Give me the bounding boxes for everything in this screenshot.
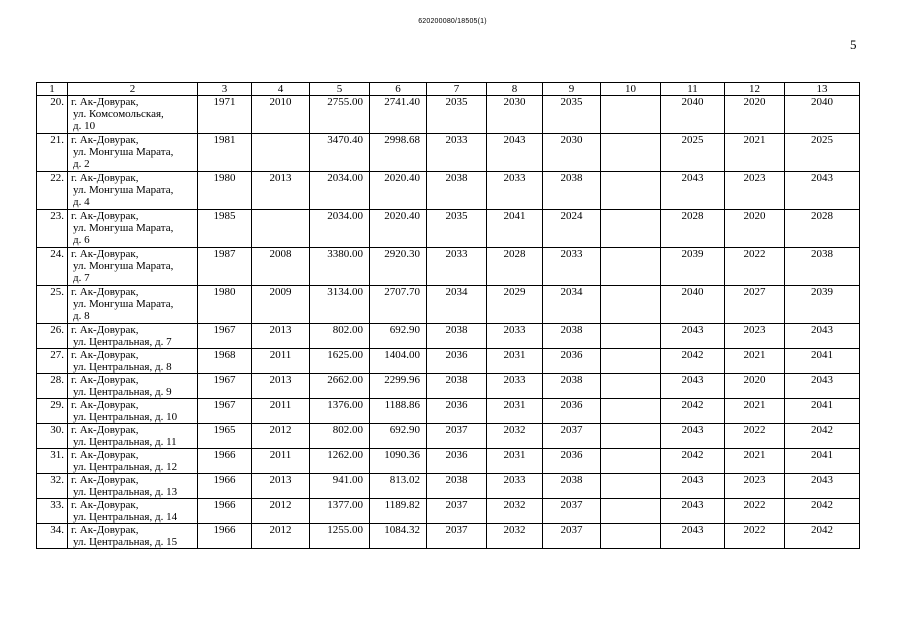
address-cell (68, 474, 198, 499)
address-line: г. Ак-Довурак, (71, 248, 139, 260)
address-line: ул. Центральная, д. 10 (73, 411, 178, 423)
address-cell (68, 524, 198, 549)
value-cell-c12: 2021 (725, 134, 785, 172)
table-row (37, 324, 860, 349)
value-cell-c7: 2037 (427, 424, 487, 449)
value-cell-c8: 2029 (487, 286, 543, 324)
value-cell-c9: 2024 (543, 210, 601, 248)
column-number-header: 4 (252, 83, 310, 96)
value-cell-c6: 2299.96 (370, 374, 427, 399)
address-line: ул. Центральная, д. 11 (73, 436, 177, 448)
value-cell-c3: 1965 (198, 424, 252, 449)
address-line: г. Ак-Довурак, (71, 324, 139, 336)
value-cell-c11: 2043 (661, 524, 725, 549)
table-row (37, 374, 860, 399)
value-cell-c6: 2707.70 (370, 286, 427, 324)
table-body (37, 96, 860, 549)
value-cell-c9: 2037 (543, 424, 601, 449)
row-number: 25. (37, 286, 68, 324)
value-cell-c3: 1966 (198, 499, 252, 524)
address-cell (68, 349, 198, 374)
value-cell-c3: 1966 (198, 474, 252, 499)
value-cell-c8: 2030 (487, 96, 543, 134)
value-cell-c8: 2041 (487, 210, 543, 248)
value-cell-c4: 2011 (252, 399, 310, 424)
address-line: ул. Монгуша Марата, (73, 184, 174, 196)
value-cell-c11: 2043 (661, 324, 725, 349)
table-row (37, 172, 860, 210)
value-cell-c13: 2028 (785, 210, 860, 248)
value-cell-c10 (601, 248, 661, 286)
value-cell-c13: 2043 (785, 474, 860, 499)
value-cell-c10 (601, 172, 661, 210)
value-cell-c7: 2035 (427, 96, 487, 134)
address-cell (68, 286, 198, 324)
column-number-header: 6 (370, 83, 427, 96)
value-cell-c7: 2038 (427, 172, 487, 210)
value-cell-c7: 2037 (427, 499, 487, 524)
value-cell-c8: 2032 (487, 499, 543, 524)
value-cell-c12: 2022 (725, 499, 785, 524)
value-cell-c9: 2030 (543, 134, 601, 172)
value-cell-c7: 2033 (427, 248, 487, 286)
value-cell-c7: 2038 (427, 474, 487, 499)
row-number: 29. (37, 399, 68, 424)
value-cell-c8: 2033 (487, 374, 543, 399)
value-cell-c13: 2039 (785, 286, 860, 324)
address-cell (68, 324, 198, 349)
value-cell-c7: 2038 (427, 374, 487, 399)
value-cell-c8: 2043 (487, 134, 543, 172)
value-cell-c13: 2042 (785, 499, 860, 524)
value-cell-c11: 2043 (661, 424, 725, 449)
value-cell-c7: 2035 (427, 210, 487, 248)
table-row (37, 134, 860, 172)
value-cell-c11: 2025 (661, 134, 725, 172)
value-cell-c10 (601, 474, 661, 499)
column-number-header: 12 (725, 83, 785, 96)
row-number: 27. (37, 349, 68, 374)
value-cell-c3: 1985 (198, 210, 252, 248)
table-row (37, 474, 860, 499)
address-cell (68, 424, 198, 449)
row-number: 32. (37, 474, 68, 499)
address-cell (68, 210, 198, 248)
value-cell-c4: 2013 (252, 324, 310, 349)
value-cell-c5: 2034.00 (310, 172, 370, 210)
value-cell-c11: 2042 (661, 399, 725, 424)
value-cell-c5: 3134.00 (310, 286, 370, 324)
table-row (37, 286, 860, 324)
value-cell-c11: 2042 (661, 449, 725, 474)
value-cell-c6: 2741.40 (370, 96, 427, 134)
row-number: 33. (37, 499, 68, 524)
address-line: г. Ак-Довурак, (71, 374, 139, 386)
value-cell-c13: 2041 (785, 349, 860, 374)
value-cell-c5: 1376.00 (310, 399, 370, 424)
address-line: ул. Монгуша Марата, (73, 260, 174, 272)
address-cell (68, 374, 198, 399)
value-cell-c3: 1968 (198, 349, 252, 374)
value-cell-c9: 2033 (543, 248, 601, 286)
address-cell (68, 399, 198, 424)
value-cell-c5: 802.00 (310, 424, 370, 449)
value-cell-c10 (601, 524, 661, 549)
address-line: г. Ак-Довурак, (71, 399, 139, 411)
value-cell-c12: 2023 (725, 474, 785, 499)
value-cell-c4: 2013 (252, 172, 310, 210)
value-cell-c6: 2920.30 (370, 248, 427, 286)
value-cell-c10 (601, 210, 661, 248)
value-cell-c6: 1084.32 (370, 524, 427, 549)
value-cell-c11: 2039 (661, 248, 725, 286)
address-line: г. Ак-Довурак, (71, 286, 139, 298)
row-number: 24. (37, 248, 68, 286)
value-cell-c8: 2031 (487, 349, 543, 374)
value-cell-c3: 1971 (198, 96, 252, 134)
value-cell-c4: 2013 (252, 474, 310, 499)
address-line: д. 4 (73, 196, 90, 208)
address-line: г. Ак-Довурак, (71, 424, 139, 436)
value-cell-c11: 2043 (661, 474, 725, 499)
value-cell-c10 (601, 96, 661, 134)
column-number-header: 2 (68, 83, 198, 96)
address-line: д. 8 (73, 310, 90, 322)
value-cell-c6: 1189.82 (370, 499, 427, 524)
value-cell-c8: 2031 (487, 449, 543, 474)
value-cell-c4: 2008 (252, 248, 310, 286)
value-cell-c4: 2011 (252, 349, 310, 374)
value-cell-c8: 2032 (487, 524, 543, 549)
value-cell-c12: 2021 (725, 449, 785, 474)
address-line: ул. Центральная, д. 12 (73, 461, 178, 473)
value-cell-c13: 2041 (785, 399, 860, 424)
value-cell-c7: 2033 (427, 134, 487, 172)
value-cell-c10 (601, 286, 661, 324)
value-cell-c9: 2036 (543, 399, 601, 424)
value-cell-c5: 941.00 (310, 474, 370, 499)
row-number: 30. (37, 424, 68, 449)
column-number-header: 1 (37, 83, 68, 96)
address-line: г. Ак-Довурак, (71, 172, 139, 184)
row-number: 28. (37, 374, 68, 399)
address-line: д. 2 (73, 158, 90, 170)
value-cell-c9: 2038 (543, 172, 601, 210)
value-cell-c5: 1262.00 (310, 449, 370, 474)
value-cell-c5: 1255.00 (310, 524, 370, 549)
table-row (37, 524, 860, 549)
address-line: ул. Центральная, д. 14 (73, 511, 178, 523)
row-number: 23. (37, 210, 68, 248)
value-cell-c6: 2020.40 (370, 172, 427, 210)
address-line: ул. Монгуша Марата, (73, 222, 174, 234)
value-cell-c12: 2020 (725, 374, 785, 399)
value-cell-c8: 2028 (487, 248, 543, 286)
value-cell-c4: 2011 (252, 449, 310, 474)
value-cell-c12: 2022 (725, 248, 785, 286)
value-cell-c4: 2009 (252, 286, 310, 324)
value-cell-c9: 2038 (543, 324, 601, 349)
value-cell-c8: 2033 (487, 172, 543, 210)
value-cell-c6: 2020.40 (370, 210, 427, 248)
value-cell-c7: 2034 (427, 286, 487, 324)
value-cell-c7: 2037 (427, 524, 487, 549)
address-line: ул. Монгуша Марата, (73, 146, 174, 158)
value-cell-c9: 2035 (543, 96, 601, 134)
value-cell-c5: 2755.00 (310, 96, 370, 134)
value-cell-c10 (601, 499, 661, 524)
row-number: 21. (37, 134, 68, 172)
value-cell-c9: 2036 (543, 449, 601, 474)
value-cell-c12: 2021 (725, 399, 785, 424)
value-cell-c5: 3380.00 (310, 248, 370, 286)
column-number-row (37, 83, 860, 96)
value-cell-c13: 2042 (785, 524, 860, 549)
value-cell-c12: 2020 (725, 96, 785, 134)
column-number-header: 7 (427, 83, 487, 96)
value-cell-c6: 692.90 (370, 324, 427, 349)
value-cell-c3: 1967 (198, 374, 252, 399)
address-line: ул. Монгуша Марата, (73, 298, 174, 310)
value-cell-c5: 2034.00 (310, 210, 370, 248)
document-code: 620200080/18505(1) (418, 18, 487, 25)
value-cell-c5: 802.00 (310, 324, 370, 349)
value-cell-c11: 2043 (661, 499, 725, 524)
table-row (37, 248, 860, 286)
address-line: ул. Центральная, д. 8 (73, 361, 172, 373)
address-line: г. Ак-Довурак, (71, 96, 139, 108)
value-cell-c12: 2020 (725, 210, 785, 248)
table-row (37, 96, 860, 134)
address-line: д. 10 (73, 120, 96, 132)
address-cell (68, 96, 198, 134)
address-cell (68, 449, 198, 474)
column-number-header: 5 (310, 83, 370, 96)
table-row (37, 424, 860, 449)
value-cell-c13: 2041 (785, 449, 860, 474)
address-line: г. Ак-Довурак, (71, 524, 139, 536)
address-line: г. Ак-Довурак, (71, 499, 139, 511)
value-cell-c12: 2022 (725, 524, 785, 549)
value-cell-c6: 1090.36 (370, 449, 427, 474)
value-cell-c11: 2043 (661, 172, 725, 210)
value-cell-c3: 1967 (198, 399, 252, 424)
value-cell-c13: 2043 (785, 374, 860, 399)
value-cell-c10 (601, 324, 661, 349)
value-cell-c9: 2037 (543, 524, 601, 549)
value-cell-c9: 2036 (543, 349, 601, 374)
value-cell-c12: 2023 (725, 172, 785, 210)
value-cell-c13: 2042 (785, 424, 860, 449)
value-cell-c12: 2021 (725, 349, 785, 374)
value-cell-c11: 2040 (661, 96, 725, 134)
row-number: 34. (37, 524, 68, 549)
value-cell-c4: 2012 (252, 499, 310, 524)
value-cell-c6: 692.90 (370, 424, 427, 449)
table-row (37, 499, 860, 524)
value-cell-c3: 1987 (198, 248, 252, 286)
value-cell-c10 (601, 399, 661, 424)
address-line: ул. Центральная, д. 7 (73, 336, 172, 348)
table-row (37, 210, 860, 248)
table-row (37, 399, 860, 424)
value-cell-c8: 2033 (487, 324, 543, 349)
value-cell-c4: 2013 (252, 374, 310, 399)
value-cell-c8: 2031 (487, 399, 543, 424)
column-number-header: 9 (543, 83, 601, 96)
column-number-header: 13 (785, 83, 860, 96)
value-cell-c9: 2034 (543, 286, 601, 324)
address-line: ул. Центральная, д. 9 (73, 386, 172, 398)
housing-register-table (36, 82, 860, 549)
row-number: 26. (37, 324, 68, 349)
value-cell-c5: 3470.40 (310, 134, 370, 172)
value-cell-c3: 1980 (198, 172, 252, 210)
value-cell-c10 (601, 374, 661, 399)
value-cell-c5: 1625.00 (310, 349, 370, 374)
value-cell-c3: 1966 (198, 524, 252, 549)
value-cell-c9: 2038 (543, 374, 601, 399)
value-cell-c7: 2036 (427, 349, 487, 374)
value-cell-c11: 2043 (661, 374, 725, 399)
value-cell-c8: 2033 (487, 474, 543, 499)
page-number: 5 (850, 37, 857, 52)
column-number-header: 11 (661, 83, 725, 96)
address-cell (68, 248, 198, 286)
value-cell-c3: 1966 (198, 449, 252, 474)
value-cell-c12: 2027 (725, 286, 785, 324)
column-number-header: 10 (601, 83, 661, 96)
address-line: д. 7 (73, 272, 90, 284)
value-cell-c5: 2662.00 (310, 374, 370, 399)
value-cell-c12: 2022 (725, 424, 785, 449)
value-cell-c13: 2040 (785, 96, 860, 134)
value-cell-c8: 2032 (487, 424, 543, 449)
value-cell-c11: 2028 (661, 210, 725, 248)
value-cell-c3: 1980 (198, 286, 252, 324)
address-line: г. Ак-Довурак, (71, 210, 139, 222)
column-number-header: 3 (198, 83, 252, 96)
address-line: ул. Комсомольская, (73, 108, 164, 120)
table-row (37, 349, 860, 374)
value-cell-c4: 2012 (252, 524, 310, 549)
value-cell-c13: 2025 (785, 134, 860, 172)
address-line: ул. Центральная, д. 15 (73, 536, 178, 548)
value-cell-c13: 2038 (785, 248, 860, 286)
address-cell (68, 172, 198, 210)
value-cell-c6: 813.02 (370, 474, 427, 499)
value-cell-c3: 1967 (198, 324, 252, 349)
address-line: г. Ак-Довурак, (71, 474, 139, 486)
value-cell-c3: 1981 (198, 134, 252, 172)
value-cell-c6: 2998.68 (370, 134, 427, 172)
value-cell-c12: 2023 (725, 324, 785, 349)
value-cell-c11: 2042 (661, 349, 725, 374)
value-cell-c4: 2010 (252, 96, 310, 134)
row-number: 22. (37, 172, 68, 210)
value-cell-c13: 2043 (785, 172, 860, 210)
value-cell-c10 (601, 134, 661, 172)
value-cell-c9: 2038 (543, 474, 601, 499)
address-line: ул. Центральная, д. 13 (73, 486, 178, 498)
value-cell-c4: 2012 (252, 424, 310, 449)
value-cell-c10 (601, 424, 661, 449)
column-number-header: 8 (487, 83, 543, 96)
row-number: 31. (37, 449, 68, 474)
value-cell-c11: 2040 (661, 286, 725, 324)
address-line: д. 6 (73, 234, 90, 246)
address-cell (68, 134, 198, 172)
address-line: г. Ак-Довурак, (71, 449, 139, 461)
value-cell-c6: 1188.86 (370, 399, 427, 424)
value-cell-c10 (601, 349, 661, 374)
address-line: г. Ак-Довурак, (71, 134, 139, 146)
value-cell-c4 (252, 134, 310, 172)
value-cell-c7: 2036 (427, 399, 487, 424)
value-cell-c9: 2037 (543, 499, 601, 524)
value-cell-c13: 2043 (785, 324, 860, 349)
value-cell-c7: 2038 (427, 324, 487, 349)
value-cell-c6: 1404.00 (370, 349, 427, 374)
address-line: г. Ак-Довурак, (71, 349, 139, 361)
row-number: 20. (37, 96, 68, 134)
value-cell-c5: 1377.00 (310, 499, 370, 524)
table-row (37, 449, 860, 474)
address-cell (68, 499, 198, 524)
value-cell-c4 (252, 210, 310, 248)
value-cell-c7: 2036 (427, 449, 487, 474)
value-cell-c10 (601, 449, 661, 474)
